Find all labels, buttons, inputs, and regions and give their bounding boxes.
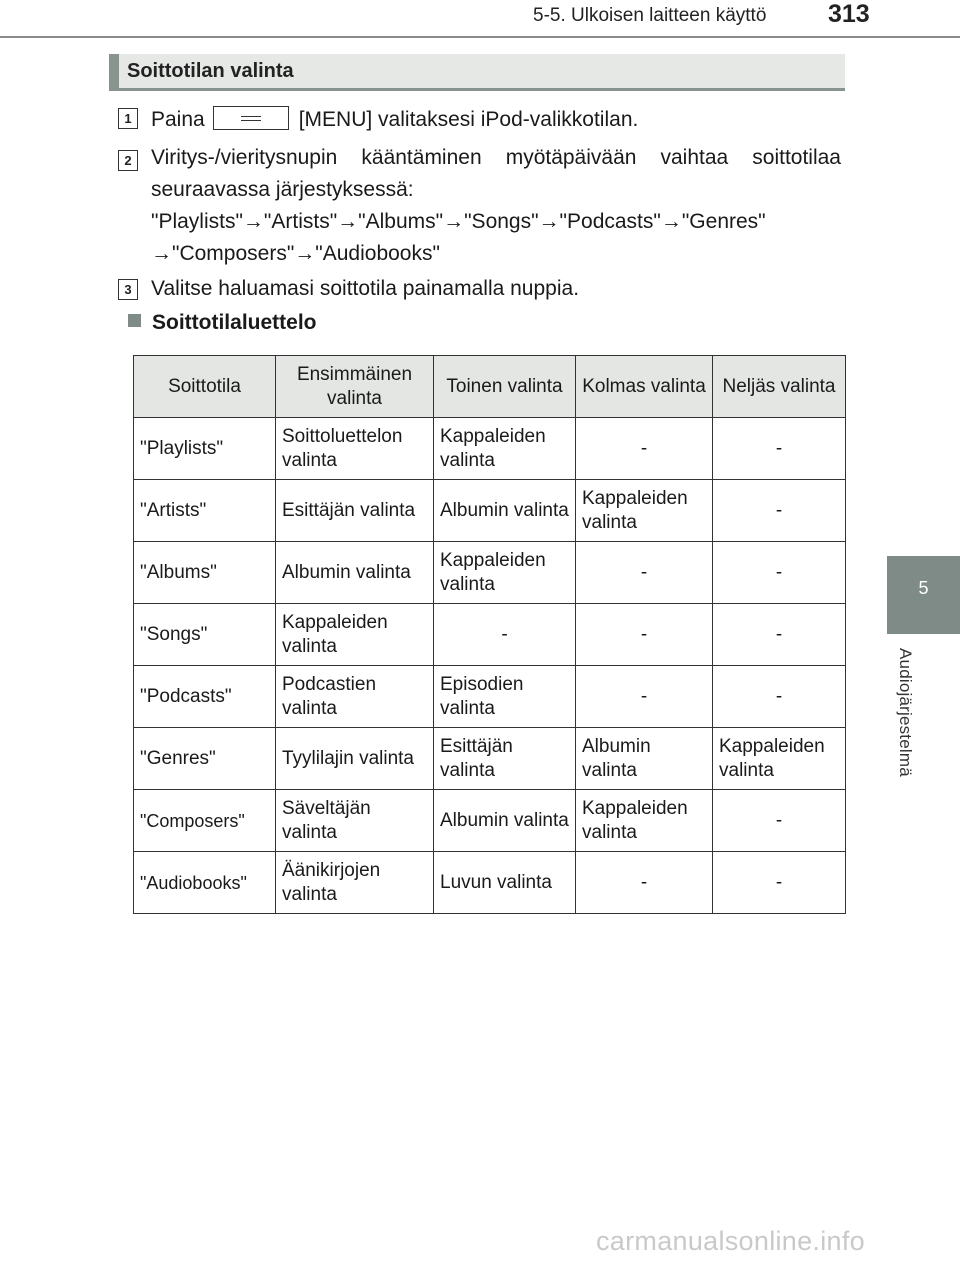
step-number-3: 3 (118, 279, 138, 300)
table-cell: Luvun valinta (434, 852, 576, 914)
table-row (134, 542, 846, 604)
subsection-heading (128, 311, 317, 335)
table-cell: - (713, 542, 846, 604)
table-cell: - (713, 790, 846, 852)
table-cell: - (713, 666, 846, 728)
table-cell: Esittäjän valinta (276, 480, 434, 542)
table-row (134, 728, 846, 790)
table-row (134, 604, 846, 666)
table-cell: Albumin valinta (576, 728, 713, 790)
table-cell: Soittoluettelon valinta (276, 418, 434, 480)
table-cell: Albumin valinta (434, 480, 576, 542)
table-cell: Podcastien valinta (276, 666, 434, 728)
step-1-after: [MENU] valitaksesi iPod-valikkotilan. (298, 108, 639, 131)
table-cell: Tyylilajin valinta (276, 728, 434, 790)
menu-button-icon (213, 106, 289, 130)
table-cell: - (713, 418, 846, 480)
table-cell: "Audiobooks" (134, 852, 276, 914)
step-number-1: 1 (118, 108, 138, 129)
table-row (134, 666, 846, 728)
chapter-tab-label: Audiojärjestelmä (896, 648, 915, 777)
table-cell: Esittäjän valinta (434, 728, 576, 790)
table-cell: Kappaleiden valinta (576, 790, 713, 852)
page-number: 313 (828, 0, 870, 28)
watermark: carmanualsonline.info (596, 1226, 865, 1256)
chapter-tab (887, 556, 960, 634)
header-fourth: Neljäs valinta (713, 356, 846, 418)
table-cell: Kappaleiden valinta (713, 728, 846, 790)
subsection-title: Soittotilaluettelo (152, 311, 317, 334)
table-cell: "Podcasts" (134, 666, 276, 728)
step-1-text (151, 104, 841, 136)
table-row (134, 418, 846, 480)
table-cell: Kappaleiden valinta (434, 542, 576, 604)
table-cell: - (713, 852, 846, 914)
table-cell: "Albums" (134, 542, 276, 604)
running-head: 5-5. Ulkoisen laitteen käyttö (533, 5, 767, 26)
header-mode: Soittotila (134, 356, 276, 418)
table-cell: Säveltäjän valinta (276, 790, 434, 852)
step-1-before: Paina (151, 108, 205, 131)
table-cell: "Composers" (134, 790, 276, 852)
mode-sequence: "Playlists"→"Artists"→"Albums"→"Songs"→"Podcasts"→"Genres" →"Composers"→"Audiobooks" (151, 210, 766, 265)
play-mode-table (133, 355, 846, 914)
chapter-tab-number: 5 (918, 578, 929, 598)
table-cell: "Songs" (134, 604, 276, 666)
header-first: Ensimmäinen valinta (276, 356, 434, 418)
table-cell: - (576, 542, 713, 604)
table-cell: - (576, 418, 713, 480)
table-cell: Kappaleiden valinta (276, 604, 434, 666)
table-cell: Albumin valinta (276, 542, 434, 604)
section-title: Soittotilan valinta (127, 60, 294, 82)
table-row (134, 852, 846, 914)
table-cell: Äänikirjojen valinta (276, 852, 434, 914)
table-cell: Albumin valinta (434, 790, 576, 852)
step-2-text: Viritys-/vieritysnupin kääntäminen myötäpäivään vaihtaa soittotilaa seuraavassa järjestyksessä: (151, 146, 841, 201)
table-row (134, 790, 846, 852)
header-third: Kolmas valinta (576, 356, 713, 418)
table-cell: - (576, 604, 713, 666)
table-cell: Kappaleiden valinta (434, 418, 576, 480)
header-rule (0, 36, 960, 38)
step-number-2: 2 (118, 150, 138, 171)
table-cell: "Artists" (134, 480, 276, 542)
table-cell: "Genres" (134, 728, 276, 790)
table-cell: - (713, 480, 846, 542)
header-second: Toinen valinta (434, 356, 576, 418)
table-row (134, 480, 846, 542)
table-cell: - (713, 604, 846, 666)
table-cell: Kappaleiden valinta (576, 480, 713, 542)
table-cell: - (576, 666, 713, 728)
table-cell: "Playlists" (134, 418, 276, 480)
step-3-text: Valitse haluamasi soittotila painamalla nuppia. (151, 277, 580, 300)
table-header-row (134, 356, 846, 418)
table-cell: - (576, 852, 713, 914)
table-cell: - (434, 604, 576, 666)
section-heading-bar (109, 54, 845, 91)
bullet-square-icon (128, 314, 141, 327)
table-cell: Episodien valinta (434, 666, 576, 728)
